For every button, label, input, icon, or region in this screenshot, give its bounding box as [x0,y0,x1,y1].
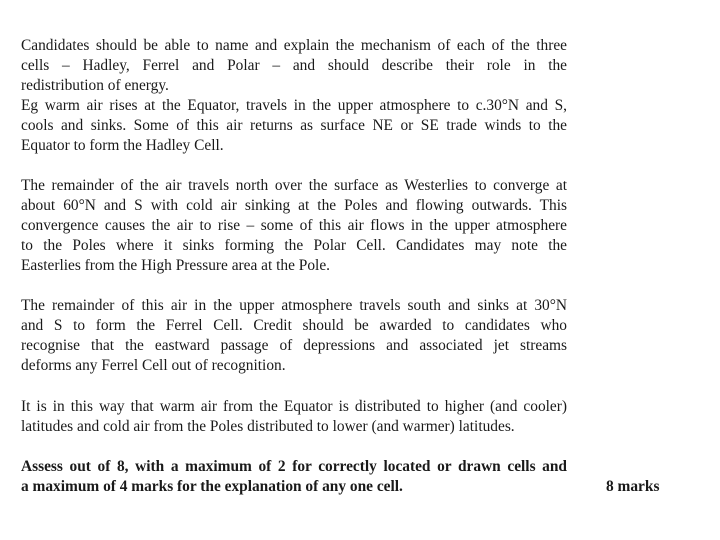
text-line: deforms any Ferrel Cell out of recognition. [21,357,286,374]
text-line: The remainder of the air travels north over the surface as Westerlies to converge at [21,177,567,194]
text-line: redistribution of energy. [21,77,169,94]
paragraph-energy-distribution [21,397,567,437]
text-line: cells – Hadley, Ferrel and Polar – and should describe their role in the [21,57,567,74]
text-line: to the Poles where it sinks forming the Polar Cell. Candidates may note the [21,237,567,254]
text-line: recognise that the eastward passage of depressions and associated jet streams [21,337,567,354]
text-line: It is in this way that warm air from the Equator is distributed to higher (and cooler) [21,398,567,415]
text-line: convergence causes the air to rise – some of this air flows in the upper atmosphere [21,217,567,234]
text-line: Assess out of 8, with a maximum of 2 for correctly located or drawn cells and [21,458,567,475]
text-line: Easterlies from the High Pressure area at the Pole. [21,257,330,274]
text-line: about 60°N and S with cold air sinking at the Poles and flowing outwards. This [21,197,567,214]
paragraph-polar-cell [21,176,567,276]
text-line: a maximum of 4 marks for the explanation of any one cell. [21,478,403,495]
text-line: and S to form the Ferrel Cell. Credit should be awarded to candidates who [21,317,567,334]
text-line: cools and sinks. Some of this air returns as surface NE or SE trade winds to the [21,117,567,134]
text-line: Eg warm air rises at the Equator, travels in the upper atmosphere to c.30°N and S, [21,97,567,114]
marks-total: 8 marks [606,478,660,495]
paragraph-three-cells [21,36,567,156]
text-line: Equator to form the Hadley Cell. [21,137,224,154]
text-line: Candidates should be able to name and explain the mechanism of each of the three [21,37,567,54]
text-line: latitudes and cold air from the Poles distributed to lower (and warmer) latitudes. [21,418,515,435]
text-line: The remainder of this air in the upper atmosphere travels south and sinks at 30°N [21,297,567,314]
assessment-instructions [21,457,567,497]
paragraph-ferrel-cell [21,296,567,376]
